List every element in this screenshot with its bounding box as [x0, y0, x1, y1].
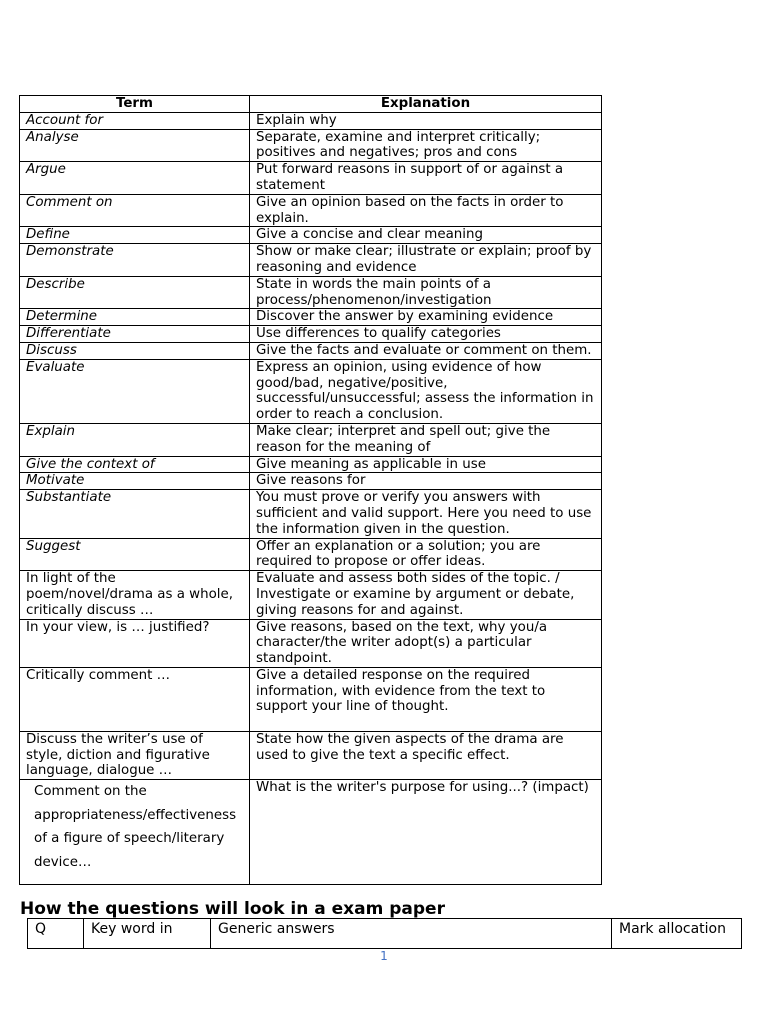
- table-row: [20, 731, 602, 779]
- table-row: [20, 112, 602, 129]
- term-cell: Determine: [20, 309, 250, 326]
- table-row: [20, 490, 602, 538]
- table-row: [20, 780, 602, 885]
- term-cell: Define: [20, 227, 250, 244]
- term-cell: Comment on: [20, 194, 250, 227]
- table-row: [20, 129, 602, 162]
- explanation-cell: Give reasons, based on the text, why you/a character/the writer adopt(s) a particular standpoint.: [250, 619, 602, 667]
- explanation-cell: Explain why: [250, 112, 602, 129]
- table-row: [20, 571, 602, 619]
- term-cell: Give the context of: [20, 456, 250, 473]
- explanation-column-header: Explanation: [250, 96, 602, 113]
- explanation-cell: Evaluate and assess both sides of the topic. / Investigate or examine by argument or debate, giving reasons for and against.: [250, 571, 602, 619]
- explanation-cell: Give a concise and clear meaning: [250, 227, 602, 244]
- term-cell: Suggest: [20, 538, 250, 571]
- term-cell: Motivate: [20, 473, 250, 490]
- table-row: [20, 276, 602, 309]
- generic-answers-column-header: Generic answers: [211, 919, 612, 949]
- page-number: 1: [380, 949, 388, 963]
- term-cell: Evaluate: [20, 359, 250, 423]
- table-row: [20, 473, 602, 490]
- explanation-cell: Give a detailed response on the required information, with evidence from the text to support your line of thought.: [250, 667, 602, 731]
- term-cell: In light of the poem/novel/drama as a whole, critically discuss …: [20, 571, 250, 619]
- explanation-cell: Discover the answer by examining evidence: [250, 309, 602, 326]
- term-column-header: Term: [20, 96, 250, 113]
- term-cell: Critically comment …: [20, 667, 250, 731]
- explanation-cell: Use differences to qualify categories: [250, 326, 602, 343]
- table-row: [20, 423, 602, 456]
- explanation-cell: Give an opinion based on the facts in order to explain.: [250, 194, 602, 227]
- term-cell: Analyse: [20, 129, 250, 162]
- explanation-cell: What is the writer's purpose for using...? (impact): [250, 780, 602, 885]
- explanation-cell: Make clear; interpret and spell out; give the reason for the meaning of: [250, 423, 602, 456]
- explanation-cell: Separate, examine and interpret critically; positives and negatives; pros and cons: [250, 129, 602, 162]
- term-cell: Discuss: [20, 342, 250, 359]
- key-word-column-header: Key word in: [84, 919, 211, 949]
- table-row: [20, 456, 602, 473]
- explanation-cell: Give meaning as applicable in use: [250, 456, 602, 473]
- term-cell: In your view, is … justified?: [20, 619, 250, 667]
- term-cell: Explain: [20, 423, 250, 456]
- table-row: [20, 194, 602, 227]
- explanation-cell: Offer an explanation or a solution; you are required to propose or offer ideas.: [250, 538, 602, 571]
- explanation-cell: Put forward reasons in support of or against a statement: [250, 162, 602, 195]
- term-cell: Substantiate: [20, 490, 250, 538]
- explanation-cell: Show or make clear; illustrate or explain; proof by reasoning and evidence: [250, 244, 602, 277]
- table-row: [20, 619, 602, 667]
- table-row: [20, 359, 602, 423]
- term-cell: Account for: [20, 112, 250, 129]
- explanation-cell: Express an opinion, using evidence of how good/bad, negative/positive, successful/unsuccessful; assess the information in order to reach a conclusion.: [250, 359, 602, 423]
- mark-allocation-column-header: Mark allocation: [612, 919, 742, 949]
- table-row: [20, 538, 602, 571]
- explanation-cell: Give reasons for: [250, 473, 602, 490]
- table-row: [20, 244, 602, 277]
- terms-table: [19, 95, 602, 885]
- terms-table-header-row: [20, 96, 602, 113]
- exam-section-heading: How the questions will look in a exam paper: [20, 899, 445, 919]
- table-row: [20, 227, 602, 244]
- table-row: [20, 162, 602, 195]
- table-row: [20, 342, 602, 359]
- table-row: [20, 326, 602, 343]
- term-cell: Argue: [20, 162, 250, 195]
- term-cell: Demonstrate: [20, 244, 250, 277]
- explanation-cell: Give the facts and evaluate or comment on them.: [250, 342, 602, 359]
- exam-table-header-row: [28, 919, 742, 949]
- question-column-header: Q: [28, 919, 84, 949]
- exam-paper-table: [27, 918, 742, 949]
- explanation-cell: State how the given aspects of the drama are used to give the text a specific effect.: [250, 731, 602, 779]
- explanation-cell: State in words the main points of a process/phenomenon/investigation: [250, 276, 602, 309]
- term-cell: Comment on the appropriateness/effectiveness of a figure of speech/literary device…: [20, 780, 250, 885]
- table-row: [20, 667, 602, 731]
- table-row: [20, 309, 602, 326]
- term-cell: Describe: [20, 276, 250, 309]
- term-cell: Discuss the writer’s use of style, diction and figurative language, dialogue …: [20, 731, 250, 779]
- explanation-cell: You must prove or verify you answers with sufficient and valid support. Here you need to use the information given in the question.: [250, 490, 602, 538]
- term-cell: Differentiate: [20, 326, 250, 343]
